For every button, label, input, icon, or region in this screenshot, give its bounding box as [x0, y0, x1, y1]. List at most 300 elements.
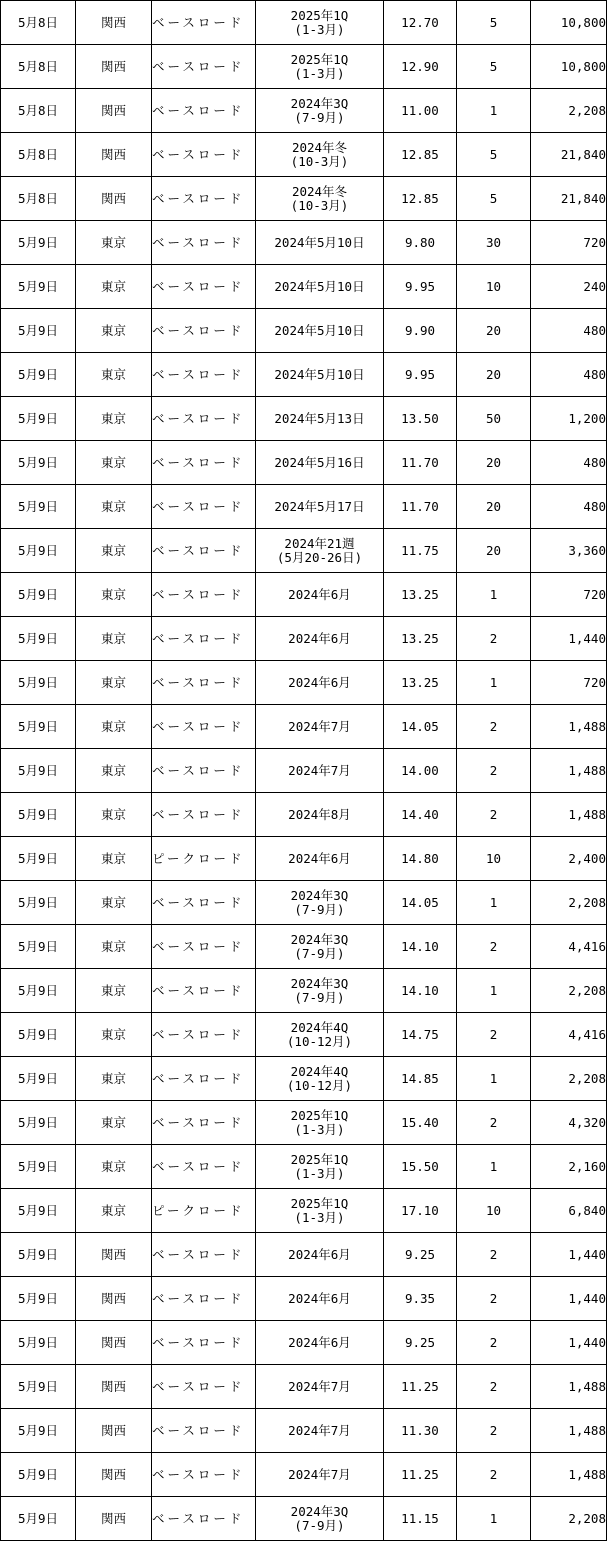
volume-cell: 1 — [457, 969, 531, 1013]
amount-cell: 1,440 — [531, 1321, 607, 1365]
amount-cell: 21,840 — [531, 177, 607, 221]
trade-date-cell: 5月9日 — [1, 793, 76, 837]
delivery-period-cell — [256, 485, 384, 529]
delivery-period-cell — [256, 1453, 384, 1497]
area-cell: 東京 — [76, 661, 152, 705]
amount-cell: 1,440 — [531, 617, 607, 661]
delivery-period-line: 2024年21週 — [284, 535, 355, 551]
table-row — [1, 1277, 607, 1321]
price-cell: 9.25 — [384, 1321, 457, 1365]
product-cell: ベースロード — [152, 265, 256, 309]
price-cell: 13.25 — [384, 661, 457, 705]
trade-date-cell: 5月9日 — [1, 705, 76, 749]
table-row — [1, 529, 607, 573]
amount-cell: 480 — [531, 353, 607, 397]
delivery-period-cell — [256, 1189, 384, 1233]
delivery-period-line: 2025年1Q — [290, 51, 349, 67]
volume-cell: 10 — [457, 837, 531, 881]
delivery-period-cell — [256, 1409, 384, 1453]
table-row — [1, 89, 607, 133]
volume-cell: 2 — [457, 925, 531, 969]
table-row — [1, 1321, 607, 1365]
amount-cell: 2,160 — [531, 1145, 607, 1189]
price-cell: 11.70 — [384, 441, 457, 485]
amount-cell: 240 — [531, 265, 607, 309]
delivery-period-cell — [256, 89, 384, 133]
table-row — [1, 1189, 607, 1233]
amount-cell: 10,800 — [531, 45, 607, 89]
area-cell: 東京 — [76, 969, 152, 1013]
delivery-period-cell — [256, 265, 384, 309]
price-cell: 9.25 — [384, 1233, 457, 1277]
volume-cell: 50 — [457, 397, 531, 441]
product-cell: ベースロード — [152, 353, 256, 397]
product-cell: ベースロード — [152, 1453, 256, 1497]
delivery-period-cell — [256, 177, 384, 221]
amount-cell: 1,488 — [531, 793, 607, 837]
product-cell: ベースロード — [152, 661, 256, 705]
price-cell: 11.70 — [384, 485, 457, 529]
delivery-period-line: (7-9月) — [294, 945, 345, 961]
delivery-period-line: 2024年8月 — [288, 806, 351, 822]
table-row — [1, 1409, 607, 1453]
table-row — [1, 1233, 607, 1277]
area-cell: 東京 — [76, 837, 152, 881]
area-cell: 東京 — [76, 881, 152, 925]
product-cell: ベースロード — [152, 881, 256, 925]
amount-cell: 1,488 — [531, 749, 607, 793]
area-cell: 関西 — [76, 1, 152, 45]
product-cell: ベースロード — [152, 705, 256, 749]
volume-cell: 1 — [457, 661, 531, 705]
trade-date-cell: 5月9日 — [1, 925, 76, 969]
delivery-period-cell — [256, 1145, 384, 1189]
area-cell: 東京 — [76, 265, 152, 309]
area-cell: 東京 — [76, 749, 152, 793]
table-row — [1, 353, 607, 397]
trade-date-cell: 5月9日 — [1, 749, 76, 793]
area-cell: 東京 — [76, 441, 152, 485]
area-cell: 東京 — [76, 573, 152, 617]
amount-cell: 720 — [531, 573, 607, 617]
trade-date-cell: 5月9日 — [1, 485, 76, 529]
delivery-period-line: (7-9月) — [294, 109, 345, 125]
volume-cell: 2 — [457, 705, 531, 749]
delivery-period-cell — [256, 1277, 384, 1321]
product-cell: ベースロード — [152, 1, 256, 45]
delivery-period-cell — [256, 925, 384, 969]
delivery-period-cell — [256, 441, 384, 485]
price-cell: 14.05 — [384, 881, 457, 925]
trade-date-cell: 5月9日 — [1, 441, 76, 485]
table-row — [1, 1101, 607, 1145]
table-row — [1, 177, 607, 221]
price-cell: 14.10 — [384, 969, 457, 1013]
trade-date-cell: 5月9日 — [1, 573, 76, 617]
area-cell: 東京 — [76, 1145, 152, 1189]
delivery-period-line: 2024年5月16日 — [274, 454, 365, 470]
price-cell: 9.35 — [384, 1277, 457, 1321]
area-cell: 関西 — [76, 1453, 152, 1497]
area-cell: 関西 — [76, 45, 152, 89]
area-cell: 関西 — [76, 89, 152, 133]
price-cell: 9.80 — [384, 221, 457, 265]
volume-cell: 2 — [457, 749, 531, 793]
volume-cell: 10 — [457, 265, 531, 309]
volume-cell: 2 — [457, 1277, 531, 1321]
trade-date-cell: 5月8日 — [1, 89, 76, 133]
area-cell: 東京 — [76, 309, 152, 353]
delivery-period-line: 2025年1Q — [290, 7, 349, 23]
delivery-period-cell — [256, 969, 384, 1013]
table-row — [1, 1057, 607, 1101]
delivery-period-line: 2024年5月10日 — [274, 322, 365, 338]
trade-date-cell: 5月8日 — [1, 45, 76, 89]
table-row — [1, 1453, 607, 1497]
table-row — [1, 1013, 607, 1057]
delivery-period-cell — [256, 837, 384, 881]
amount-cell: 2,208 — [531, 969, 607, 1013]
delivery-period-line: 2024年4Q — [290, 1063, 349, 1079]
delivery-period-line: 2024年3Q — [290, 887, 349, 903]
volume-cell: 1 — [457, 89, 531, 133]
price-cell: 9.90 — [384, 309, 457, 353]
price-cell: 15.50 — [384, 1145, 457, 1189]
delivery-period-line: 2024年6月 — [288, 674, 351, 690]
product-cell: ベースロード — [152, 221, 256, 265]
area-cell: 関西 — [76, 1497, 152, 1541]
amount-cell: 2,400 — [531, 837, 607, 881]
area-cell: 東京 — [76, 353, 152, 397]
trade-date-cell: 5月9日 — [1, 1365, 76, 1409]
price-cell: 13.50 — [384, 397, 457, 441]
price-cell: 14.80 — [384, 837, 457, 881]
trade-date-cell: 5月9日 — [1, 529, 76, 573]
amount-cell: 2,208 — [531, 1497, 607, 1541]
table-row — [1, 1497, 607, 1541]
area-cell: 関西 — [76, 1409, 152, 1453]
table-row — [1, 265, 607, 309]
amount-cell: 1,488 — [531, 705, 607, 749]
delivery-period-line: (1-3月) — [294, 1121, 345, 1137]
product-cell: ベースロード — [152, 1145, 256, 1189]
area-cell: 東京 — [76, 1013, 152, 1057]
price-cell: 9.95 — [384, 353, 457, 397]
trade-date-cell: 5月9日 — [1, 1057, 76, 1101]
product-cell: ベースロード — [152, 1409, 256, 1453]
delivery-period-line: (5月20-26日) — [276, 549, 363, 565]
delivery-period-line: 2025年1Q — [290, 1107, 349, 1123]
amount-cell: 1,488 — [531, 1365, 607, 1409]
delivery-period-line: 2024年6月 — [288, 850, 351, 866]
product-cell: ベースロード — [152, 309, 256, 353]
delivery-period-line: 2025年1Q — [290, 1195, 349, 1211]
table-row — [1, 617, 607, 661]
delivery-period-line: 2024年7月 — [288, 762, 351, 778]
product-cell: ベースロード — [152, 617, 256, 661]
delivery-period-cell — [256, 529, 384, 573]
product-cell: ベースロード — [152, 1497, 256, 1541]
trade-date-cell: 5月8日 — [1, 1, 76, 45]
trade-date-cell: 5月9日 — [1, 881, 76, 925]
delivery-period-cell — [256, 1497, 384, 1541]
delivery-period-line: (1-3月) — [294, 1209, 345, 1225]
delivery-period-cell — [256, 397, 384, 441]
trade-date-cell: 5月8日 — [1, 133, 76, 177]
table-row — [1, 441, 607, 485]
delivery-period-cell — [256, 221, 384, 265]
price-cell: 11.25 — [384, 1453, 457, 1497]
area-cell: 東京 — [76, 1101, 152, 1145]
volume-cell: 1 — [457, 881, 531, 925]
product-cell: ベースロード — [152, 793, 256, 837]
volume-cell: 30 — [457, 221, 531, 265]
delivery-period-line: 2024年6月 — [288, 630, 351, 646]
delivery-period-cell — [256, 793, 384, 837]
trade-table-body — [1, 1, 607, 1541]
delivery-period-line: 2024年6月 — [288, 1246, 351, 1262]
product-cell: ベースロード — [152, 969, 256, 1013]
price-cell: 14.10 — [384, 925, 457, 969]
table-row — [1, 1145, 607, 1189]
area-cell: 東京 — [76, 397, 152, 441]
delivery-period-line: 2024年5月10日 — [274, 234, 365, 250]
delivery-period-line: (10-12月) — [286, 1033, 353, 1049]
amount-cell: 4,416 — [531, 925, 607, 969]
price-cell: 14.05 — [384, 705, 457, 749]
area-cell: 関西 — [76, 177, 152, 221]
trade-date-cell: 5月9日 — [1, 1233, 76, 1277]
amount-cell: 480 — [531, 485, 607, 529]
trade-date-cell: 5月9日 — [1, 265, 76, 309]
price-cell: 17.10 — [384, 1189, 457, 1233]
volume-cell: 2 — [457, 1365, 531, 1409]
delivery-period-line: 2024年3Q — [290, 95, 349, 111]
amount-cell: 4,320 — [531, 1101, 607, 1145]
amount-cell: 2,208 — [531, 89, 607, 133]
area-cell: 関西 — [76, 133, 152, 177]
volume-cell: 20 — [457, 441, 531, 485]
delivery-period-cell — [256, 661, 384, 705]
trade-date-cell: 5月9日 — [1, 1013, 76, 1057]
amount-cell: 1,488 — [531, 1453, 607, 1497]
trade-date-cell: 5月9日 — [1, 353, 76, 397]
amount-cell: 2,208 — [531, 881, 607, 925]
delivery-period-line: 2024年6月 — [288, 1290, 351, 1306]
table-row — [1, 309, 607, 353]
area-cell: 東京 — [76, 529, 152, 573]
volume-cell: 20 — [457, 309, 531, 353]
product-cell: ベースロード — [152, 925, 256, 969]
product-cell: ベースロード — [152, 573, 256, 617]
product-cell: ベースロード — [152, 45, 256, 89]
delivery-period-line: 2024年冬 — [291, 183, 348, 199]
trade-date-cell: 5月9日 — [1, 397, 76, 441]
product-cell: ベースロード — [152, 89, 256, 133]
amount-cell: 2,208 — [531, 1057, 607, 1101]
volume-cell: 10 — [457, 1189, 531, 1233]
delivery-period-line: 2024年4Q — [290, 1019, 349, 1035]
volume-cell: 1 — [457, 1057, 531, 1101]
product-cell: ベースロード — [152, 485, 256, 529]
delivery-period-line: 2024年冬 — [291, 139, 348, 155]
trade-date-cell: 5月9日 — [1, 617, 76, 661]
trade-date-cell: 5月9日 — [1, 1101, 76, 1145]
area-cell: 関西 — [76, 1321, 152, 1365]
trade-date-cell: 5月9日 — [1, 1189, 76, 1233]
price-cell: 12.90 — [384, 45, 457, 89]
price-cell: 14.85 — [384, 1057, 457, 1101]
product-cell: ベースロード — [152, 529, 256, 573]
volume-cell: 2 — [457, 1321, 531, 1365]
area-cell: 東京 — [76, 705, 152, 749]
area-cell: 東京 — [76, 1057, 152, 1101]
table-row — [1, 705, 607, 749]
delivery-period-cell — [256, 353, 384, 397]
delivery-period-line: 2024年5月13日 — [274, 410, 365, 426]
product-cell: ベースロード — [152, 397, 256, 441]
product-cell: ベースロード — [152, 441, 256, 485]
table-row — [1, 881, 607, 925]
volume-cell: 20 — [457, 485, 531, 529]
table-row — [1, 793, 607, 837]
price-cell: 11.00 — [384, 89, 457, 133]
area-cell: 関西 — [76, 1277, 152, 1321]
table-row — [1, 925, 607, 969]
delivery-period-line: 2024年5月10日 — [274, 366, 365, 382]
volume-cell: 5 — [457, 45, 531, 89]
delivery-period-cell — [256, 573, 384, 617]
delivery-period-line: 2024年7月 — [288, 1466, 351, 1482]
trade-date-cell: 5月9日 — [1, 1497, 76, 1541]
table-row — [1, 485, 607, 529]
volume-cell: 20 — [457, 353, 531, 397]
area-cell: 関西 — [76, 1233, 152, 1277]
product-cell: ベースロード — [152, 1101, 256, 1145]
volume-cell: 2 — [457, 1453, 531, 1497]
amount-cell: 1,488 — [531, 1409, 607, 1453]
area-cell: 東京 — [76, 221, 152, 265]
amount-cell: 6,840 — [531, 1189, 607, 1233]
trade-date-cell: 5月9日 — [1, 661, 76, 705]
price-cell: 9.95 — [384, 265, 457, 309]
delivery-period-line: 2024年3Q — [290, 1503, 349, 1519]
delivery-period-cell — [256, 133, 384, 177]
trade-date-cell: 5月9日 — [1, 1453, 76, 1497]
delivery-period-cell — [256, 1233, 384, 1277]
amount-cell: 720 — [531, 661, 607, 705]
table-row — [1, 45, 607, 89]
delivery-period-cell — [256, 309, 384, 353]
delivery-period-line: (1-3月) — [294, 1165, 345, 1181]
amount-cell: 3,360 — [531, 529, 607, 573]
table-row — [1, 133, 607, 177]
delivery-period-line: (7-9月) — [294, 901, 345, 917]
price-cell: 12.85 — [384, 177, 457, 221]
product-cell: ベースロード — [152, 1365, 256, 1409]
price-cell: 11.30 — [384, 1409, 457, 1453]
product-cell: ベースロード — [152, 1277, 256, 1321]
volume-cell: 2 — [457, 1013, 531, 1057]
delivery-period-line: 2024年6月 — [288, 1334, 351, 1350]
volume-cell: 1 — [457, 1145, 531, 1189]
table-row — [1, 573, 607, 617]
volume-cell: 2 — [457, 1101, 531, 1145]
table-row — [1, 1, 607, 45]
delivery-period-line: (7-9月) — [294, 1517, 345, 1533]
delivery-period-line: (10-3月) — [290, 153, 349, 169]
price-cell: 12.70 — [384, 1, 457, 45]
trade-date-cell: 5月9日 — [1, 221, 76, 265]
delivery-period-line: 2024年5月10日 — [274, 278, 365, 294]
area-cell: 東京 — [76, 793, 152, 837]
amount-cell: 10,800 — [531, 1, 607, 45]
delivery-period-line: (7-9月) — [294, 989, 345, 1005]
trade-date-cell: 5月9日 — [1, 1321, 76, 1365]
delivery-period-cell — [256, 749, 384, 793]
price-cell: 14.40 — [384, 793, 457, 837]
table-row — [1, 1365, 607, 1409]
volume-cell: 20 — [457, 529, 531, 573]
table-row — [1, 661, 607, 705]
table-row — [1, 221, 607, 265]
delivery-period-line: 2024年6月 — [288, 586, 351, 602]
product-cell: ベースロード — [152, 749, 256, 793]
delivery-period-cell — [256, 1, 384, 45]
trade-date-cell: 5月9日 — [1, 1145, 76, 1189]
product-cell: ピークロード — [152, 1189, 256, 1233]
volume-cell: 5 — [457, 177, 531, 221]
price-cell: 13.25 — [384, 573, 457, 617]
product-cell: ベースロード — [152, 133, 256, 177]
product-cell: ベースロード — [152, 1013, 256, 1057]
area-cell: 東京 — [76, 925, 152, 969]
area-cell: 東京 — [76, 485, 152, 529]
amount-cell: 1,440 — [531, 1277, 607, 1321]
delivery-period-cell — [256, 1365, 384, 1409]
price-cell: 15.40 — [384, 1101, 457, 1145]
amount-cell: 1,200 — [531, 397, 607, 441]
delivery-period-cell — [256, 881, 384, 925]
product-cell: ベースロード — [152, 177, 256, 221]
amount-cell: 21,840 — [531, 133, 607, 177]
delivery-period-line: 2024年7月 — [288, 718, 351, 734]
volume-cell: 2 — [457, 617, 531, 661]
delivery-period-line: 2024年3Q — [290, 931, 349, 947]
table-row — [1, 397, 607, 441]
volume-cell: 2 — [457, 1233, 531, 1277]
delivery-period-line: (10-3月) — [290, 197, 349, 213]
amount-cell: 4,416 — [531, 1013, 607, 1057]
product-cell: ピークロード — [152, 837, 256, 881]
table-row — [1, 837, 607, 881]
delivery-period-cell — [256, 1013, 384, 1057]
delivery-period-cell — [256, 1321, 384, 1365]
delivery-period-line: 2024年7月 — [288, 1422, 351, 1438]
trade-date-cell: 5月9日 — [1, 1277, 76, 1321]
delivery-period-cell — [256, 1101, 384, 1145]
delivery-period-line: (1-3月) — [294, 21, 345, 37]
delivery-period-cell — [256, 45, 384, 89]
delivery-period-line: (1-3月) — [294, 65, 345, 81]
amount-cell: 480 — [531, 309, 607, 353]
area-cell: 東京 — [76, 1189, 152, 1233]
trade-date-cell: 5月9日 — [1, 837, 76, 881]
volume-cell: 2 — [457, 1409, 531, 1453]
area-cell: 関西 — [76, 1365, 152, 1409]
delivery-period-cell — [256, 617, 384, 661]
volume-cell: 5 — [457, 133, 531, 177]
